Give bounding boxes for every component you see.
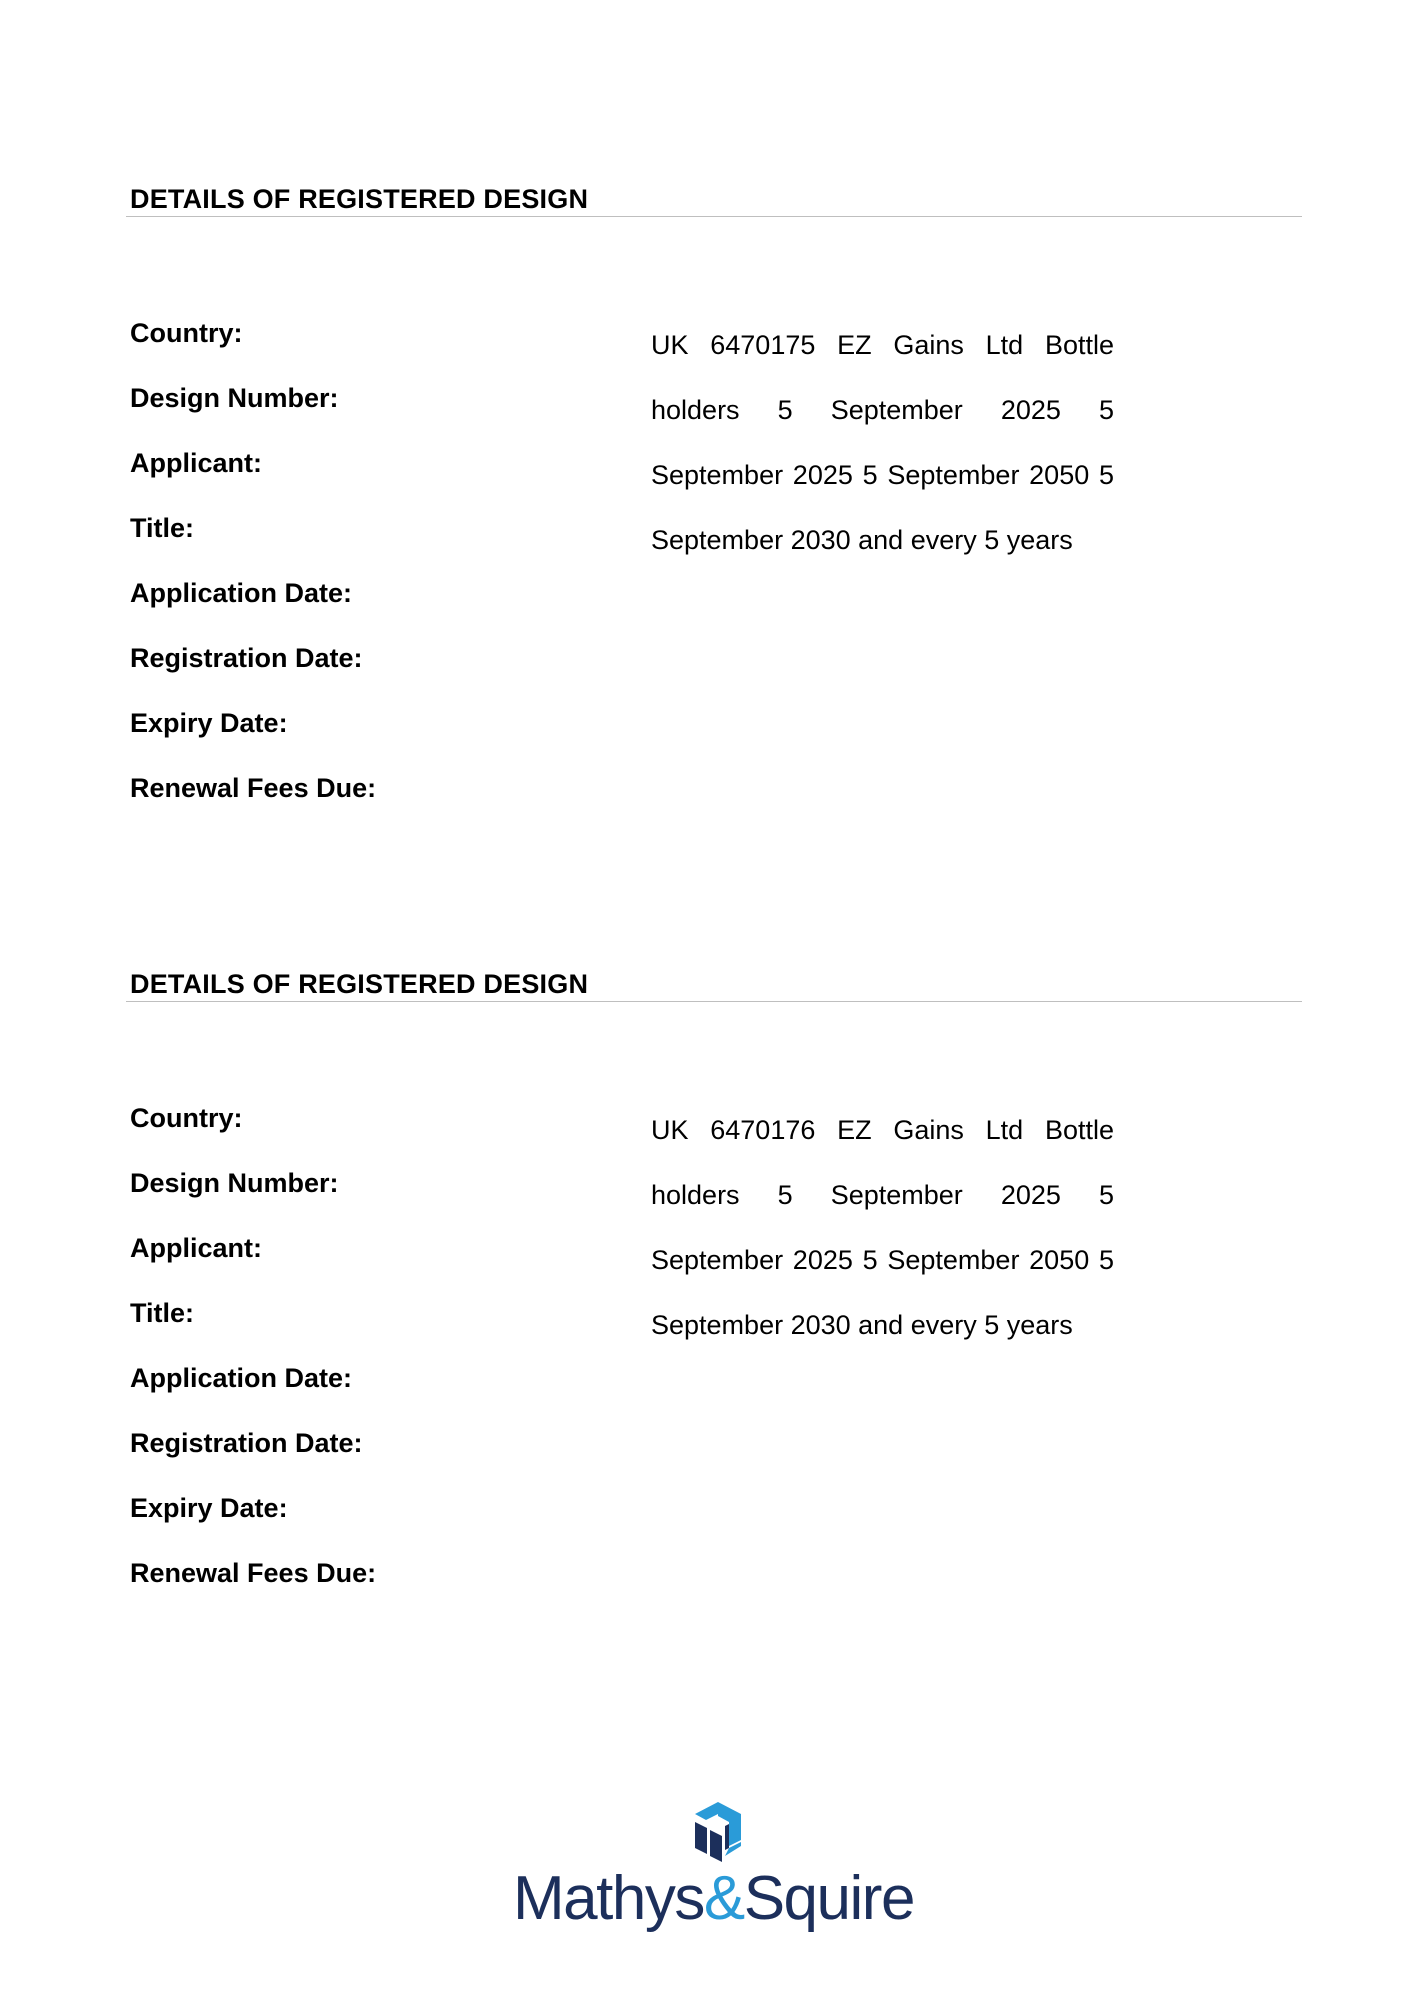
mathys-squire-logo (513, 1800, 914, 1940)
heading-divider (126, 216, 1302, 217)
expiry-date-label: Expiry Date: (130, 1493, 288, 1523)
application-date-label: Application Date: (130, 1363, 353, 1393)
section-heading: DETAILS OF REGISTERED DESIGN (130, 184, 589, 214)
field-labels (130, 1099, 376, 1619)
logo-wordmark-part2: Squire (743, 1864, 914, 1933)
renewal-fees-due-label: Renewal Fees Due: (130, 1558, 377, 1588)
expiry-date-label: Expiry Date: (130, 708, 288, 738)
registration-date-label: Registration Date: (130, 1428, 363, 1458)
country-label: Country: (130, 318, 243, 348)
applicant-label: Applicant: (130, 1233, 262, 1263)
logo-mark-icon (689, 1800, 747, 1868)
renewal-fees-due-label: Renewal Fees Due: (130, 773, 377, 803)
design-number-label: Design Number: (130, 1168, 339, 1198)
title-label: Title: (130, 513, 195, 543)
applicant-label: Applicant: (130, 448, 262, 478)
logo-ampersand: & (703, 1864, 744, 1933)
logo-wordmark (513, 1864, 914, 1934)
logo-wordmark-part1: Mathys (513, 1864, 704, 1933)
registration-date-label: Registration Date: (130, 643, 363, 673)
application-date-label: Application Date: (130, 578, 353, 608)
field-labels (130, 314, 376, 834)
design-number-label: Design Number: (130, 383, 339, 413)
field-values-text: UK 6470175 EZ Gains Ltd Bottle holders 5 September 2025 5 September 2025 5 September 2050 5 September 2030 and every 5 years (651, 330, 1114, 555)
country-label: Country: (130, 1103, 243, 1133)
section-heading: DETAILS OF REGISTERED DESIGN (130, 969, 589, 999)
heading-divider (126, 1001, 1302, 1002)
field-values-text: UK 6470176 EZ Gains Ltd Bottle holders 5 September 2025 5 September 2025 5 September 2050 5 September 2030 and every 5 years (651, 1115, 1114, 1340)
title-label: Title: (130, 1298, 195, 1328)
